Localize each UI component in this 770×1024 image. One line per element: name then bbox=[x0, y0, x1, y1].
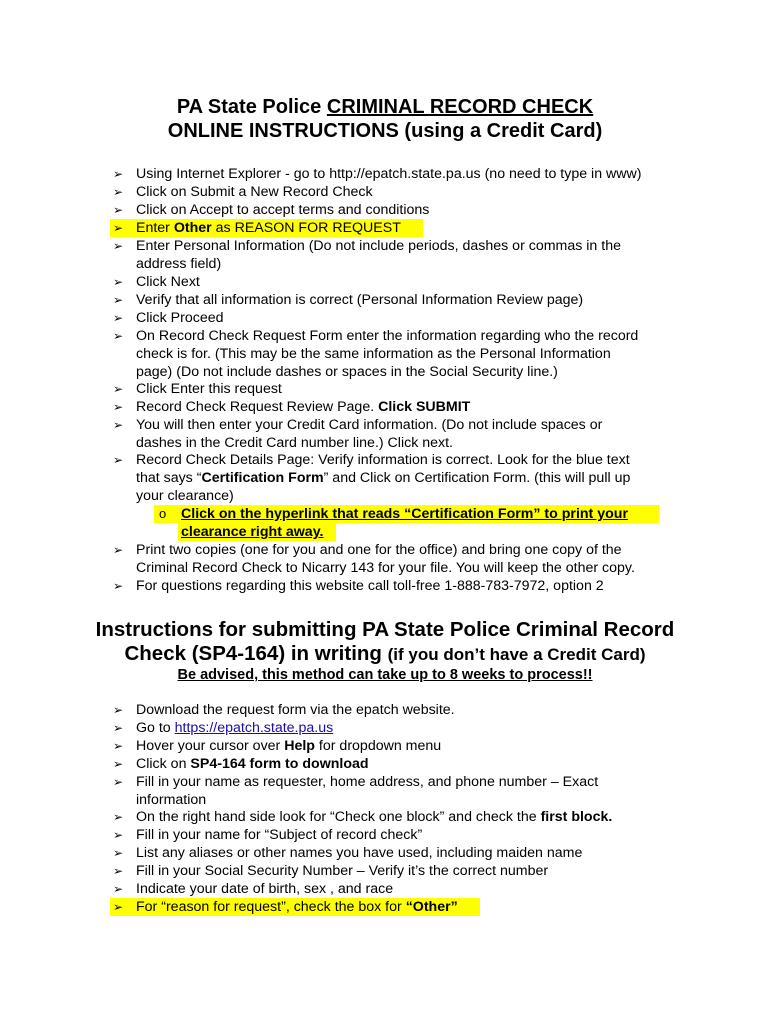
arrow-bullet-icon: ➢ bbox=[113, 543, 124, 557]
arrow-bullet-icon: ➢ bbox=[113, 203, 124, 217]
arrow-bullet-icon: ➢ bbox=[113, 382, 124, 396]
arrow-bullet-icon: ➢ bbox=[113, 239, 124, 253]
advisory-note: Be advised, this method can take up to 8 weeks to process!! bbox=[177, 667, 593, 683]
title-underlined: CRIMINAL RECORD CHECK bbox=[326, 96, 594, 118]
section-heading-line1: Instructions for submitting PA State Police Criminal Record bbox=[95, 618, 675, 641]
arrow-bullet-icon: ➢ bbox=[113, 579, 124, 593]
arrow-bullet-icon: ➢ bbox=[113, 775, 124, 789]
arrow-bullet-icon: ➢ bbox=[113, 703, 124, 717]
arrow-bullet-icon: ➢ bbox=[113, 275, 124, 289]
arrow-bullet-icon: ➢ bbox=[113, 418, 124, 432]
arrow-bullet-icon: ➢ bbox=[113, 721, 124, 735]
arrow-bullet-icon: ➢ bbox=[113, 221, 124, 235]
arrow-bullet-icon: ➢ bbox=[113, 185, 124, 199]
arrow-bullet-icon: ➢ bbox=[113, 810, 124, 824]
arrow-bullet-icon: ➢ bbox=[113, 311, 124, 325]
arrow-bullet-icon: ➢ bbox=[113, 739, 124, 753]
arrow-bullet-icon: ➢ bbox=[113, 846, 124, 860]
circle-bullet-icon: o bbox=[159, 506, 167, 521]
arrow-bullet-icon: ➢ bbox=[113, 167, 124, 181]
page-title-line1 bbox=[0, 95, 770, 119]
epatch-link[interactable]: https://epatch.state.pa.us bbox=[174, 720, 334, 736]
arrow-bullet-icon: ➢ bbox=[113, 453, 124, 467]
arrow-bullet-icon: ➢ bbox=[113, 293, 124, 307]
section-heading-line2: Check (SP4-164) in writing (if you don’t have a Credit Card) bbox=[124, 642, 646, 665]
page-title-line2: ONLINE INSTRUCTIONS (using a Credit Card) bbox=[167, 120, 603, 142]
arrow-bullet-icon: ➢ bbox=[113, 828, 124, 842]
document-page: PA State Police CRIMINAL RECORD CHECK ONLINE INSTRUCTIONS (using a Credit Card) ➢ Using Internet Explorer - go to http://epatch.state.pa.us (no need to type in www) ➢ Click on Submit a New Record Check ➢ Click on Accept to accept terms and conditions ➢ Enter Other as REASON FOR REQUEST ➢ Enter Personal Information (Do not include periods, dashes or commas in the address field) ➢ Click Next ➢ Verify that all information is correct (Personal Information Review page) ➢ Click Proceed ➢ On Record Check Request Form enter the information regarding who the record check is for. (This may be the same information as the Personal Information page) (Do not include dashes or spaces in the Social Security line.) ➢ Click Enter this request ➢ Record Check Request Review Page. Click SUBMIT ➢ You will then enter your Credit Card information. (Do not include spaces or dashes in the Credit Card number line.) Click next. ➢ Record Check Details Page: Verify information is correct. Look for the blue text that says “Certification Form” and Click on Certification Form. (this will pull up your clearance) o Click on the hyperlink that reads “Certification Form” to print your clearance right away. ➢ Print two copies (one for you and one for the office) and bring one copy of the Criminal Record Check to Nicarry 143 for your file. You will keep the other copy. ➢ For questions regarding this website call toll-free 1-888-783-7972, option 2 Instructions for submitting PA State Police Criminal Record Check (SP4-164) in writing (if you don’t have a Credit Card) Be advised, this method can take up to 8 weeks to process!! ➢ Download the request form via the epatch website. ➢ Go to https://epatch.state.pa.us ➢ Hover your cursor over Help for dropdown menu ➢ Click on SP4-164 form to download ➢ Fill in your name as requester, home address, and phone number – Exact information ➢ On the right hand side look for “Check one block” and check the first block. ➢ Fill in your name for “Subject of record check” ➢ List any aliases or other names you have used, including maiden name ➢ Fill in your Social Security Number – Verify it’s the correct number ➢ Indicate your date of birth, sex , and race ➢ For “reason for request”, check the box for “Other” bbox=[0, 0, 770, 1024]
arrow-bullet-icon: ➢ bbox=[113, 329, 124, 343]
arrow-bullet-icon: ➢ bbox=[113, 400, 124, 414]
arrow-bullet-icon: ➢ bbox=[113, 864, 124, 878]
title-prefix: PA State Police bbox=[176, 96, 327, 118]
arrow-bullet-icon: ➢ bbox=[113, 882, 124, 896]
arrow-bullet-icon: ➢ bbox=[113, 900, 124, 914]
arrow-bullet-icon: ➢ bbox=[113, 757, 124, 771]
